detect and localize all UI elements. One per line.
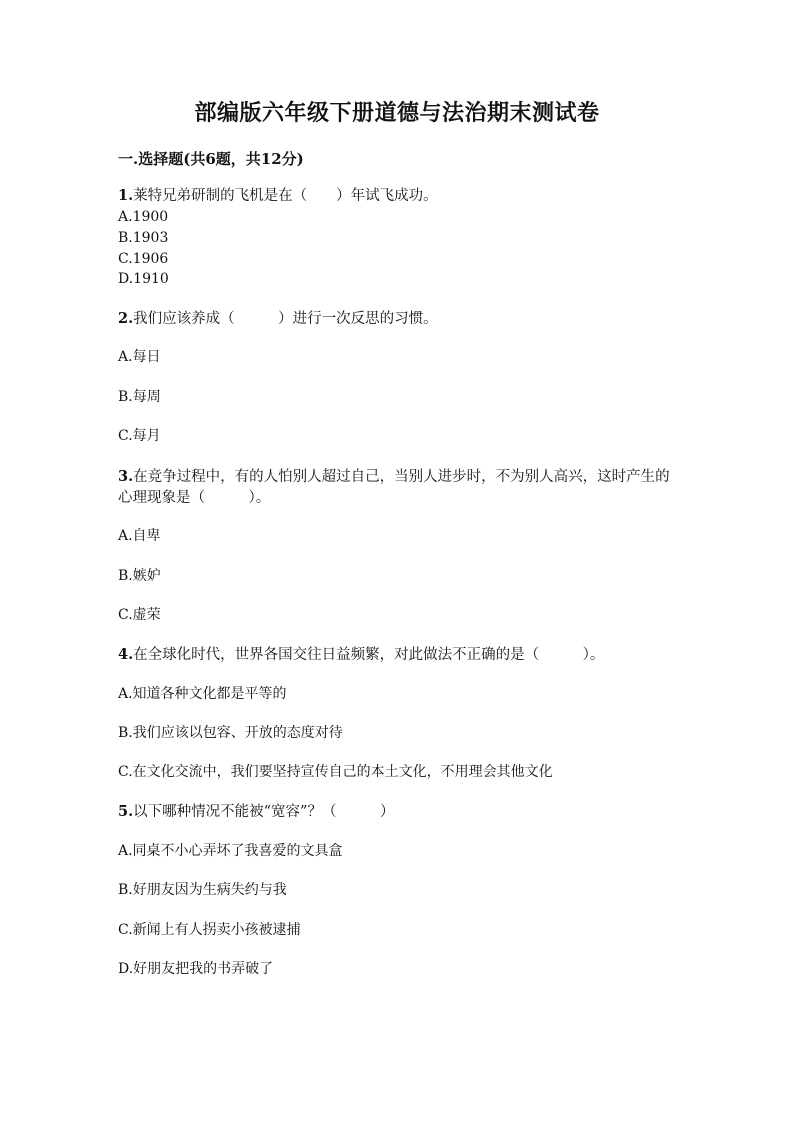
option-3c: C.虚荣 [118, 607, 161, 623]
question-text: 在竞争过程中，有的人怕别人超过自己，当别人进步时，不为别人高兴，这时产生的心理现象是（ ）。 [118, 469, 670, 506]
question-4 [118, 645, 604, 665]
option-5c: C.新闻上有人拐卖小孩被逮捕 [118, 922, 301, 938]
question-number: 3. [118, 468, 134, 485]
option-5d: D.好朋友把我的书弄破了 [118, 961, 274, 977]
question-number: 4. [118, 646, 134, 663]
option-5b: B.好朋友因为生病失约与我 [118, 882, 287, 898]
option-2c: C.每月 [118, 428, 161, 444]
question-3 [118, 466, 674, 509]
question-number: 5. [118, 803, 134, 820]
option-4a: A.知道各种文化都是平等的 [118, 686, 287, 702]
page-title: 部编版六年级下册道德与法治期末测试卷 [194, 100, 600, 126]
option-4b: B.我们应该以包容、开放的态度对待 [118, 725, 343, 741]
question-text: 在全球化时代，世界各国交往日益频繁，对此做法不正确的是（ ）。 [133, 647, 605, 663]
option-5a: A.同桌不小心弄坏了我喜爱的文具盒 [118, 843, 343, 859]
option-1a: A.1900 [118, 209, 169, 225]
question-text: 莱特兄弟研制的飞机是在（ ）年试飞成功。 [133, 188, 438, 204]
question-number: 2. [118, 310, 134, 327]
question-number: 1. [118, 187, 134, 204]
option-1b: B.1903 [118, 230, 169, 246]
question-2 [118, 309, 438, 329]
question-5 [118, 802, 394, 822]
option-1c: C.1906 [118, 251, 169, 267]
option-3a: A.自卑 [118, 528, 161, 544]
option-3b: B.嫉妒 [118, 568, 161, 584]
section-heading: 一.选择题(共6题，共12分) [118, 150, 304, 168]
option-2b: B.每周 [118, 389, 161, 405]
option-4c: C.在文化交流中，我们要坚持宣传自己的本土文化，不用理会其他文化 [118, 764, 553, 780]
option-2a: A.每日 [118, 349, 161, 365]
option-1d: D.1910 [118, 271, 169, 287]
question-text: 以下哪种情况不能被“宽容”？（ ） [133, 804, 395, 820]
question-1 [118, 186, 438, 206]
question-text: 我们应该养成（ ）进行一次反思的习惯。 [133, 311, 438, 327]
